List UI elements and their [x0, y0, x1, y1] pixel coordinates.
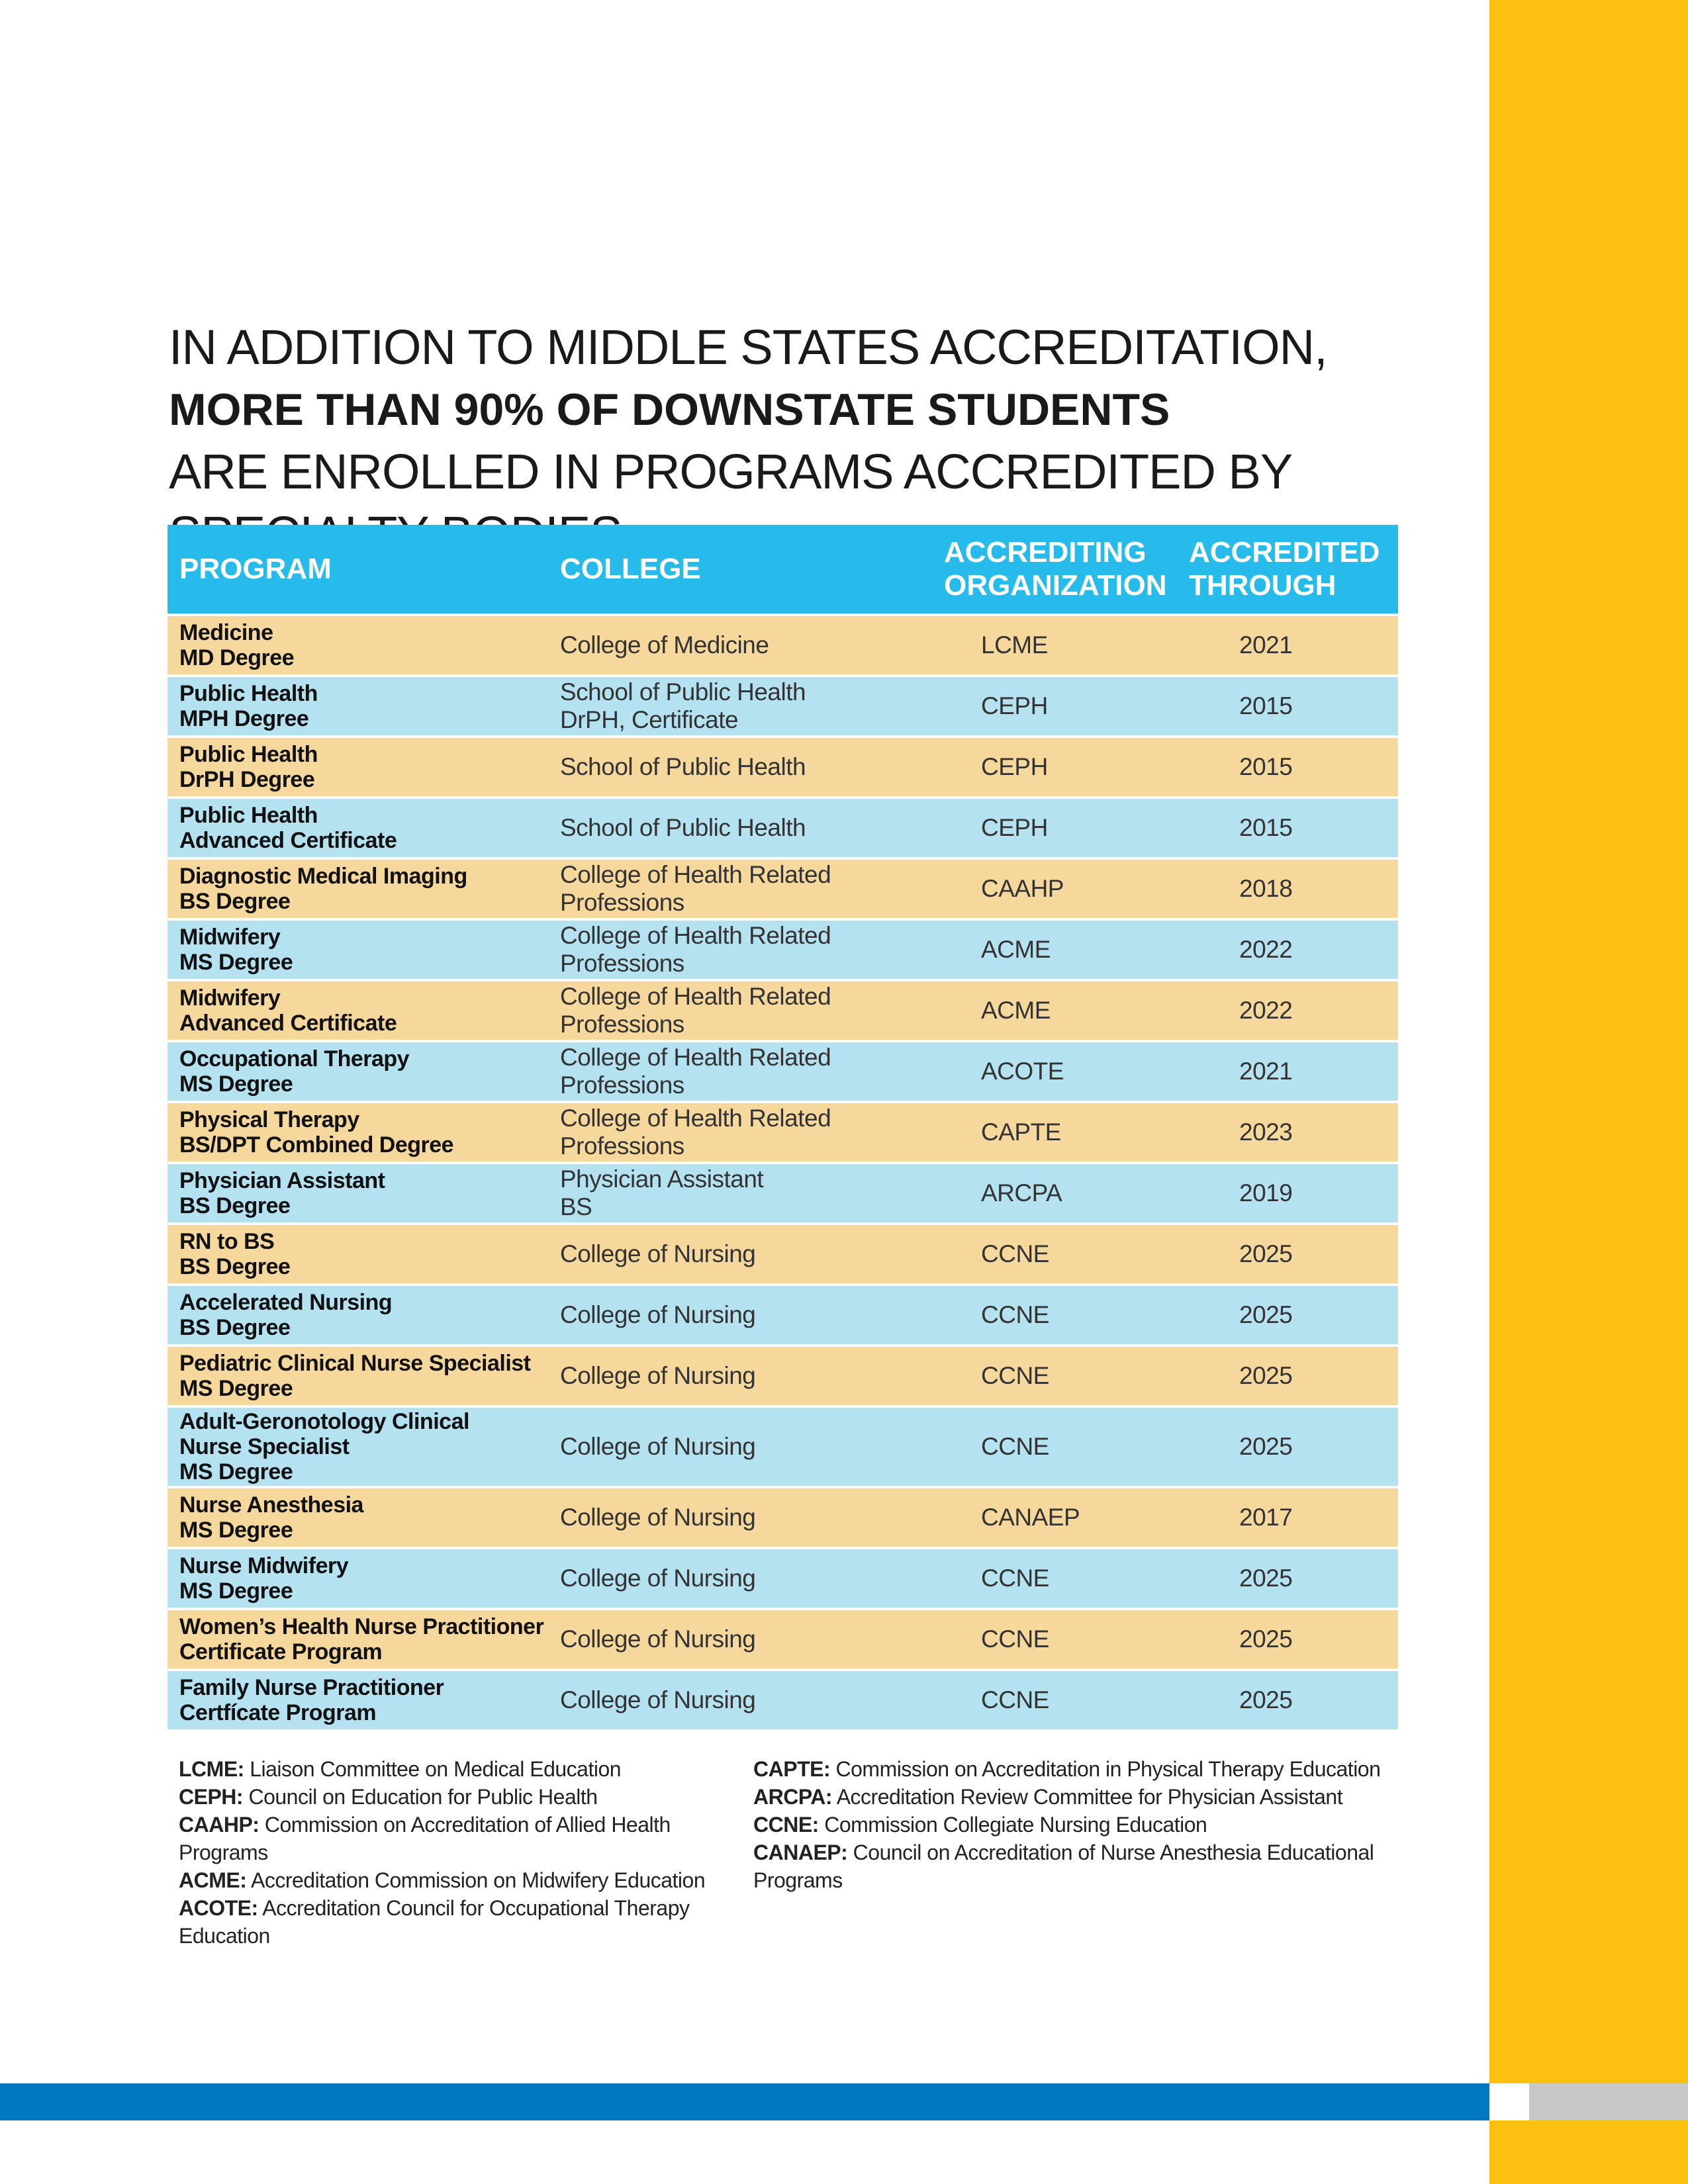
accredited-through-cell: 2025: [1184, 1609, 1398, 1670]
program-text: BS Degree: [179, 1315, 291, 1340]
program-text: BS Degree: [179, 1254, 291, 1279]
program-text: Pediatric Clinical Nurse Specialist: [179, 1351, 531, 1376]
accrediting-organization-cell: LCME: [939, 615, 1184, 676]
table-row: [167, 1609, 1398, 1670]
college-cell: [548, 737, 939, 797]
program-text: Diagnostic Medical Imaging: [179, 864, 467, 889]
program-cell: [167, 676, 548, 737]
table-row: [167, 1102, 1398, 1163]
table-body: [167, 615, 1398, 1731]
college-text: College of Nursing: [560, 1240, 756, 1267]
legend-description: Council on Accreditation of Nurse Anesthesia Educational Programs: [753, 1841, 1374, 1892]
program-text: MS Degree: [179, 1459, 293, 1484]
program-text: BS/DPT Combined Degree: [179, 1132, 454, 1158]
college-text: College of Health Related Professions: [560, 983, 831, 1038]
college-text: Physician Assistant: [560, 1165, 764, 1193]
college-cell: [548, 1041, 939, 1102]
college-cell: [548, 1285, 939, 1345]
legend-entry: [753, 1755, 1415, 1783]
accrediting-organization-cell: CAAHP: [939, 858, 1184, 919]
program-text: Family Nurse Practitioner: [179, 1675, 444, 1700]
legend-description: Commission on Accreditation in Physical Therapy Education: [835, 1757, 1381, 1781]
program-cell: [167, 980, 548, 1041]
college-text: School of Public Health: [560, 814, 806, 841]
table-row: [167, 737, 1398, 797]
program-text: Public Health: [179, 742, 318, 767]
legend-abbreviation: ARCPA:: [753, 1785, 833, 1809]
program-text: MPH Degree: [179, 706, 309, 731]
accredited-through-cell: 2015: [1184, 676, 1398, 737]
accredited-through-cell: 2017: [1184, 1487, 1398, 1548]
legend-left-column: [179, 1755, 748, 1950]
legend-entry: [753, 1811, 1415, 1839]
college-text: College of Nursing: [560, 1433, 756, 1460]
college-text: College of Health Related Professions: [560, 1105, 831, 1160]
program-text: BS Degree: [179, 1193, 291, 1218]
legend-entry: [179, 1894, 748, 1950]
college-text: BS: [560, 1193, 592, 1220]
accrediting-organization-cell: CANAEP: [939, 1487, 1184, 1548]
program-text: Nurse Anesthesia: [179, 1492, 363, 1518]
college-cell: [548, 615, 939, 676]
accrediting-organization-cell: ACOTE: [939, 1041, 1184, 1102]
program-text: BS Degree: [179, 889, 291, 914]
table-row: [167, 919, 1398, 980]
table-row: [167, 676, 1398, 737]
program-text: MS Degree: [179, 1578, 293, 1604]
program-text: Occupational Therapy: [179, 1046, 410, 1071]
program-cell: [167, 1345, 548, 1406]
program-text: Physical Therapy: [179, 1107, 359, 1132]
accrediting-organization-cell: CCNE: [939, 1406, 1184, 1487]
program-text: MD Degree: [179, 645, 295, 670]
program-text: Physician Assistant: [179, 1168, 385, 1193]
college-text: School of Public Health: [560, 753, 806, 780]
accredited-through-cell: 2025: [1184, 1285, 1398, 1345]
accredited-through-cell: 2022: [1184, 980, 1398, 1041]
accrediting-organization-cell: CEPH: [939, 737, 1184, 797]
accredited-through-cell: 2022: [1184, 919, 1398, 980]
college-cell: [548, 797, 939, 858]
college-cell: [548, 1224, 939, 1285]
accredited-through-cell: 2019: [1184, 1163, 1398, 1224]
accreditation-table: [167, 525, 1398, 1732]
college-cell: [548, 1609, 939, 1670]
college-text: College of Nursing: [560, 1625, 756, 1653]
table-row: [167, 1345, 1398, 1406]
program-text: MS Degree: [179, 1071, 293, 1097]
program-text: MS Degree: [179, 1518, 293, 1543]
program-cell: [167, 858, 548, 919]
legend-description: Liaison Committee on Medical Education: [250, 1757, 622, 1781]
college-cell: [548, 1548, 939, 1609]
program-text: Nurse Specialist: [179, 1434, 350, 1459]
accredited-through-cell: 2025: [1184, 1345, 1398, 1406]
program-cell: [167, 1670, 548, 1731]
accrediting-organization-cell: CCNE: [939, 1345, 1184, 1406]
college-cell: [548, 1345, 939, 1406]
table-row: [167, 797, 1398, 858]
legend-abbreviation: ACME:: [179, 1868, 247, 1892]
college-text: College of Nursing: [560, 1686, 756, 1713]
program-cell: [167, 1609, 548, 1670]
accredited-through-cell: 2025: [1184, 1224, 1398, 1285]
accrediting-organization-cell: CAPTE: [939, 1102, 1184, 1163]
program-text: Medicine: [179, 620, 273, 645]
table-row: [167, 1548, 1398, 1609]
table-row: [167, 1163, 1398, 1224]
legend-abbreviation: CANAEP:: [753, 1841, 848, 1864]
program-cell: [167, 1041, 548, 1102]
program-text: Public Health: [179, 681, 318, 706]
college-text: College of Nursing: [560, 1565, 756, 1592]
program-text: RN to BS: [179, 1229, 275, 1254]
program-text: Accelerated Nursing: [179, 1290, 393, 1315]
legend-entry: [179, 1755, 748, 1783]
table-row: [167, 1670, 1398, 1731]
college-cell: [548, 919, 939, 980]
program-text: Certfícate Program: [179, 1700, 377, 1725]
accredited-through-cell: 2015: [1184, 797, 1398, 858]
table-row: [167, 980, 1398, 1041]
legend-abbreviation: CCNE:: [753, 1813, 819, 1837]
program-cell: [167, 1487, 548, 1548]
table-row: [167, 1285, 1398, 1345]
headline-line-2: MORE THAN 90% OF DOWNSTATE STUDENTS: [169, 385, 1170, 435]
accredited-through-cell: 2021: [1184, 615, 1398, 676]
header-program: PROGRAM: [167, 525, 548, 615]
legend-entry: [179, 1811, 748, 1866]
program-cell: [167, 1548, 548, 1609]
college-text: DrPH, Certificate: [560, 706, 739, 733]
program-text: Public Health: [179, 803, 318, 828]
college-cell: [548, 858, 939, 919]
legend-right-column: [753, 1755, 1415, 1894]
yellow-sidebar-band: [1489, 0, 1688, 2184]
legend-abbreviation: CAAHP:: [179, 1813, 259, 1837]
college-cell: [548, 1102, 939, 1163]
college-cell: [548, 980, 939, 1041]
college-cell: [548, 676, 939, 737]
accredited-through-cell: 2018: [1184, 858, 1398, 919]
table-row: [167, 1041, 1398, 1102]
legend-abbreviation: CAPTE:: [753, 1757, 831, 1781]
legend-abbreviation: ACOTE:: [179, 1896, 258, 1920]
college-cell: [548, 1406, 939, 1487]
college-text: College of Nursing: [560, 1301, 756, 1328]
legend-abbreviation: CEPH:: [179, 1785, 244, 1809]
table-row: [167, 1487, 1398, 1548]
college-cell: [548, 1670, 939, 1731]
accrediting-organization-cell: CEPH: [939, 797, 1184, 858]
blue-footer-band: [0, 2083, 1489, 2120]
legend-entry: [179, 1866, 748, 1894]
program-text: Adult-Geronotology Clinical: [179, 1409, 469, 1434]
college-text: College of Medicine: [560, 631, 769, 659]
program-cell: [167, 1285, 548, 1345]
program-cell: [167, 1224, 548, 1285]
legend-abbreviation: LCME:: [179, 1757, 244, 1781]
header-accredited-through: ACCREDITED THROUGH: [1184, 525, 1398, 615]
college-text: College of Health Related Professions: [560, 922, 831, 977]
legend-entry: [753, 1839, 1415, 1894]
college-text: College of Health Related Professions: [560, 861, 831, 916]
header-accrediting-organization: ACCREDITING ORGANIZATION: [939, 525, 1184, 615]
program-text: MS Degree: [179, 950, 293, 975]
legend-description: Accreditation Review Committee for Physician Assistant: [836, 1785, 1343, 1809]
table-row: [167, 1224, 1398, 1285]
college-text: College of Health Related Professions: [560, 1044, 831, 1099]
program-text: DrPH Degree: [179, 767, 315, 792]
program-cell: [167, 615, 548, 676]
legend-description: Accreditation Council for Occupational Therapy Education: [179, 1896, 690, 1948]
headline-line-3: ARE ENROLLED IN PROGRAMS ACCREDITED BY: [169, 444, 1291, 499]
table-header-row: [167, 525, 1398, 615]
accredited-through-cell: 2023: [1184, 1102, 1398, 1163]
program-cell: [167, 919, 548, 980]
accredited-through-cell: 2025: [1184, 1548, 1398, 1609]
program-text: MS Degree: [179, 1376, 293, 1401]
program-text: Women’s Health Nurse Practitioner: [179, 1614, 544, 1639]
college-text: College of Nursing: [560, 1504, 756, 1531]
header-college: COLLEGE: [548, 525, 939, 615]
headline-line-1: IN ADDITION TO MIDDLE STATES ACCREDITATION,: [169, 320, 1327, 375]
accredited-through-cell: 2015: [1184, 737, 1398, 797]
accredited-through-cell: 2025: [1184, 1406, 1398, 1487]
footer-gap: [1489, 2083, 1529, 2120]
accrediting-organization-cell: CCNE: [939, 1670, 1184, 1731]
accrediting-organization-cell: CCNE: [939, 1548, 1184, 1609]
accrediting-organization-cell: CCNE: [939, 1224, 1184, 1285]
program-cell: [167, 1406, 548, 1487]
program-cell: [167, 1163, 548, 1224]
accrediting-organization-cell: ACME: [939, 919, 1184, 980]
program-cell: [167, 797, 548, 858]
legend-description: Accreditation Commission on Midwifery Education: [251, 1868, 706, 1892]
college-cell: [548, 1487, 939, 1548]
program-text: Advanced Certificate: [179, 1011, 397, 1036]
college-text: School of Public Health: [560, 678, 806, 705]
gray-footer-band: [1529, 2083, 1688, 2120]
legend-entry: [179, 1783, 748, 1811]
program-text: Midwifery: [179, 925, 281, 950]
accredited-through-cell: 2021: [1184, 1041, 1398, 1102]
program-text: Midwifery: [179, 985, 281, 1011]
table-row: [167, 858, 1398, 919]
accrediting-organization-cell: ACME: [939, 980, 1184, 1041]
accrediting-organization-cell: ARCPA: [939, 1163, 1184, 1224]
program-cell: [167, 737, 548, 797]
program-text: Nurse Midwifery: [179, 1553, 349, 1578]
accredited-through-cell: 2025: [1184, 1670, 1398, 1731]
legend-description: Council on Education for Public Health: [248, 1785, 598, 1809]
legend-entry: [753, 1783, 1415, 1811]
college-text: College of Nursing: [560, 1362, 756, 1389]
program-text: Certificate Program: [179, 1639, 383, 1664]
accrediting-organization-cell: CCNE: [939, 1609, 1184, 1670]
legend-description: Commission on Accreditation of Allied Health Programs: [179, 1813, 671, 1864]
program-text: Advanced Certificate: [179, 828, 397, 853]
accrediting-organization-cell: CCNE: [939, 1285, 1184, 1345]
program-cell: [167, 1102, 548, 1163]
accrediting-organization-cell: CEPH: [939, 676, 1184, 737]
table-row: [167, 615, 1398, 676]
table-row: [167, 1406, 1398, 1487]
college-cell: [548, 1163, 939, 1224]
legend-description: Commission Collegiate Nursing Education: [824, 1813, 1207, 1837]
